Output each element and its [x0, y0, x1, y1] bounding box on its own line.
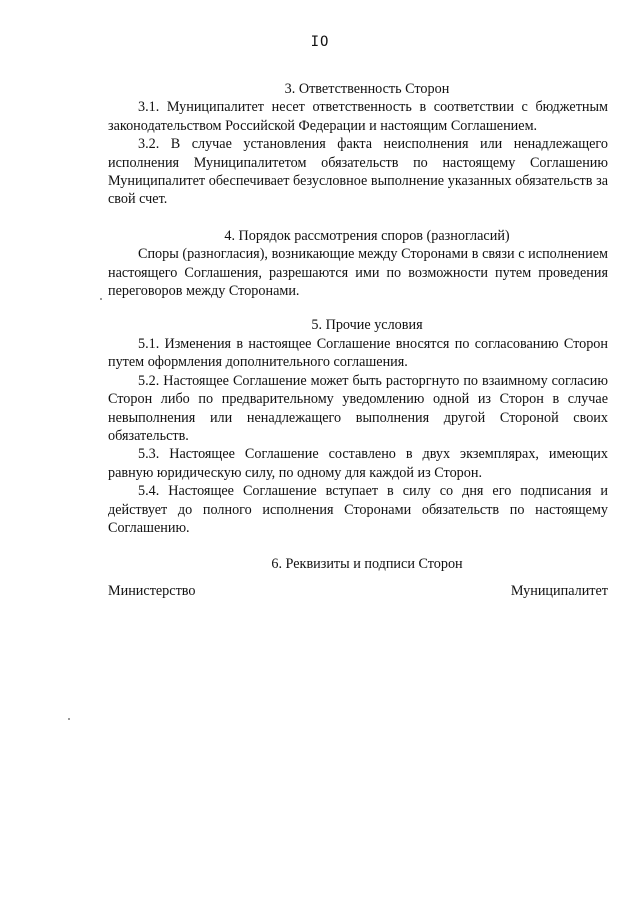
section-requisites: [108, 555, 608, 600]
section-disputes: [108, 227, 608, 301]
paragraph-5-1: 5.1. Изменения в настоящее Соглашение вносятся по согласованию Сторон путем оформления дополнительного соглашения.: [108, 335, 608, 371]
right-party-name: Муниципалитет: [510, 582, 608, 599]
section-responsibility: [108, 80, 608, 209]
document-body: [108, 80, 608, 600]
signature-parties: [108, 582, 608, 600]
scan-speck: [68, 718, 70, 720]
paragraph-3-2: 3.2. В случае установления факта неисполнения или ненадлежащего исполнения Муниципалитетом обязательств по настоящему Соглашению Муниципалитет обеспечивает безусловное выполнение указанных обязательств за свой счет.: [108, 136, 608, 208]
paragraph-5-4: 5.4. Настоящее Соглашение вступает в силу со дня его подписания и действует до полного исполнения Сторонами обязательств по настоящему Соглашению.: [108, 483, 608, 536]
paragraph-disputes: Споры (разногласия), возникающие между Сторонами в связи с исполнением настоящего Соглашения, разрешаются ими по возможности путем проведения переговоров между Сторонами.: [108, 246, 608, 300]
left-party-name: Министерство: [108, 582, 196, 599]
section-heading: 4. Порядок рассмотрения споров (разногласий): [224, 227, 510, 244]
paragraph-5-3: 5.3. Настоящее Соглашение составлено в двух экземплярах, имеющих равную юридическую силу, по одному для каждой из Сторон.: [108, 446, 608, 481]
paragraph-3-1: 3.1. Муниципалитет несет ответственность в соответствии с бюджетным законодательством Российской Федерации и настоящим Соглашением.: [108, 99, 608, 134]
paragraph-5-2: 5.2. Настоящее Соглашение может быть расторгнуто по взаимному согласию Сторон либо по предварительному уведомлению одной из Сторон в случае невыполнения или ненадлежащего выполнения другой Стороной своих обязательств.: [108, 372, 608, 444]
section-other-terms: [108, 316, 608, 537]
section-heading: 6. Реквизиты и подписи Сторон: [271, 556, 463, 573]
page-number: IO: [310, 34, 330, 50]
section-heading: 5. Прочие условия: [311, 317, 423, 334]
scan-speck: [100, 298, 102, 300]
section-heading: 3. Ответственность Сторон: [284, 81, 450, 97]
